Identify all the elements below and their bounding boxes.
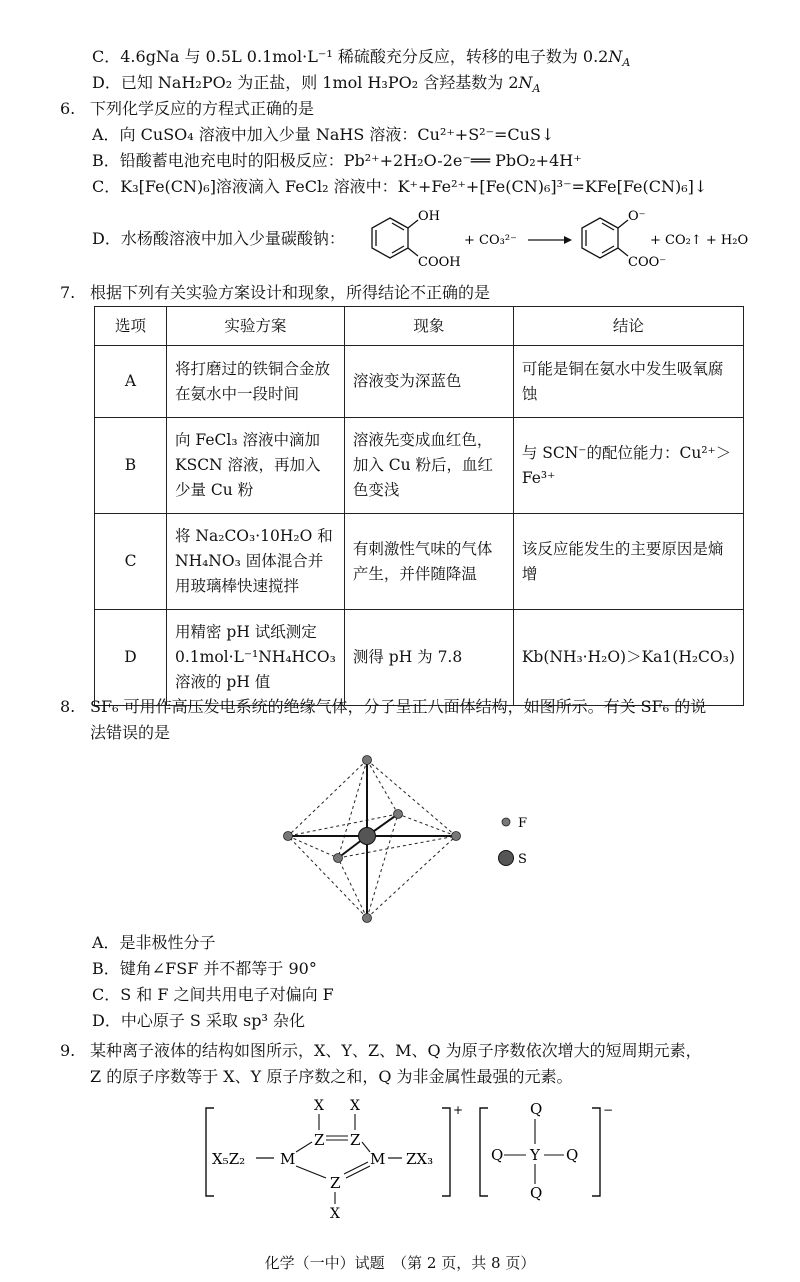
benzene-ring-reactant	[372, 218, 418, 258]
q9-stem-line1: 9. 某种离子液体的结构如图所示，X、Y、Z、M、Q 为原子序数依次增大的短周期元素，	[60, 1041, 702, 1060]
f-atom	[394, 810, 403, 819]
q9-stem-line2: Z 的原子序数等于 X、Y 原子序数之和，Q 为非金属性最强的元素。	[90, 1067, 573, 1086]
f-atom	[334, 854, 343, 863]
row-conclusion: Kb(NH₃·H₂O)＞Ka1(H₂CO₃)	[513, 610, 743, 706]
table-row	[95, 610, 744, 706]
row-conclusion: 与 SCN⁻的配位能力：Cu²⁺＞Fe³⁺	[513, 418, 743, 514]
q8-option-a: A．是非极性分子	[92, 933, 216, 952]
x-atom: X	[314, 1098, 324, 1114]
legend-s-marker	[499, 851, 514, 866]
cooh-group: COOH	[418, 255, 461, 270]
z-atom-bottom: Z	[330, 1174, 341, 1192]
y-atom: Y	[530, 1146, 540, 1164]
q6-stem: 6. 下列化学反应的方程式正确的是	[60, 99, 315, 118]
table-row	[95, 346, 744, 418]
m-atom-left: M	[280, 1150, 296, 1168]
q8-option-b: B．键角∠FSF 并不都等于 90°	[92, 959, 317, 978]
q6-option-d: D．水杨酸溶液中加入少量碳酸钠：	[92, 229, 345, 248]
q-atom-top: Q	[530, 1100, 543, 1118]
q7-stem: 7. 根据下列有关实验方案设计和现象，所得结论不正确的是	[60, 283, 491, 302]
row-phenomenon: 溶液先变成血红色，加入 Cu 粉后，血红色变浅	[344, 418, 513, 514]
z-atom-top-left: Z	[314, 1131, 325, 1149]
cation-charge: +	[453, 1103, 464, 1117]
legend-s-label: S	[518, 852, 527, 867]
avogadro-symbol: $N_A$	[518, 73, 541, 96]
q-atom-left: Q	[491, 1146, 504, 1164]
q8-stem-line2: 法错误的是	[90, 723, 171, 742]
phenoxide-group: O⁻	[628, 209, 646, 224]
q8-option-c: C．S 和 F 之间共用电子对偏向 F	[92, 985, 334, 1004]
right-group: ZX₃	[406, 1150, 434, 1168]
table-row	[95, 418, 744, 514]
row-option: A	[95, 346, 167, 418]
carboxylate-group: COO⁻	[628, 255, 667, 270]
f-atom	[452, 832, 461, 841]
header-conclusion: 结论	[513, 307, 743, 346]
row-plan: 用精密 pH 试纸测定 0.1mol·L⁻¹NH₄HCO₃ 溶液的 pH 值	[167, 610, 345, 706]
q6-option-c: C．K₃[Fe(CN)₆]溶液滴入 FeCl₂ 溶液中：K⁺+Fe²⁺+[Fe(CN)₆]³⁻=KFe[Fe(CN)₆]↓	[92, 177, 708, 196]
q5-option-d: D．已知 NaH₂PO₂ 为正盐，则 1mol H₃PO₂ 含羟基数为 $2N_A$	[92, 73, 541, 96]
legend-f-label: F	[518, 816, 528, 831]
q-atom-right: Q	[566, 1146, 579, 1164]
table-row	[95, 514, 744, 610]
products-term: + CO₂↑ + H₂O	[650, 233, 749, 248]
row-conclusion: 可能是铜在氨水中发生吸氧腐蚀	[513, 346, 743, 418]
oh-group: OH	[418, 209, 440, 224]
row-option: C	[95, 514, 167, 610]
q8-option-d: D．中心原子 S 采取 sp³ 杂化	[92, 1011, 306, 1030]
row-option: B	[95, 418, 167, 514]
ionic-liquid-structure	[200, 1092, 620, 1222]
row-phenomenon: 溶液变为深蓝色	[344, 346, 513, 418]
arrow-head-icon	[564, 236, 572, 244]
f-atom	[284, 832, 293, 841]
row-plan: 将打磨过的铁铜合金放在氨水中一段时间	[167, 346, 345, 418]
left-group: X₅Z₂	[212, 1150, 246, 1168]
f-atom	[363, 756, 372, 765]
row-phenomenon: 测得 pH 为 7.8	[344, 610, 513, 706]
row-phenomenon: 有刺激性气味的气体产生，并伴随降温	[344, 514, 513, 610]
avogadro-symbol: $N_A$	[608, 47, 631, 70]
page-footer: 化学（一中）试题 （第 2 页，共 8 页）	[264, 1254, 536, 1272]
header-plan: 实验方案	[167, 307, 345, 346]
x-atom: X	[350, 1098, 360, 1114]
header-phenomenon: 现象	[344, 307, 513, 346]
legend-f-marker	[502, 818, 510, 826]
sf6-octahedron-diagram	[270, 750, 560, 930]
x-atom: X	[330, 1206, 340, 1222]
carbonate-term: + CO₃²⁻	[464, 233, 517, 248]
q5-option-c: C．4.6gNa 与 0.5L 0.1mol·L⁻¹ 稀硫酸充分反应，转移的电子数为 $0.2N_A$	[92, 47, 631, 70]
header-option: 选项	[95, 307, 167, 346]
q8-stem-line1: 8. SF₆ 可用作高压发电系统的绝缘气体，分子呈正八面体结构，如图所示。有关 SF₆ 的说	[60, 697, 707, 716]
salicylic-acid-equation	[360, 200, 750, 274]
s-atom	[359, 828, 376, 845]
q-atom-bottom: Q	[530, 1184, 543, 1202]
q6-option-a: A．向 CuSO₄ 溶液中加入少量 NaHS 溶液：Cu²⁺+S²⁻=CuS↓	[92, 125, 555, 144]
f-atom	[363, 914, 372, 923]
row-conclusion: 该反应能发生的主要原因是熵增	[513, 514, 743, 610]
m-atom-right: M	[370, 1150, 386, 1168]
experiment-table	[94, 306, 744, 706]
row-option: D	[95, 610, 167, 706]
q6-option-b: B．铅酸蓄电池充电时的阳极反应：Pb²⁺+2H₂O-2e⁻══ PbO₂+4H⁺	[92, 151, 582, 170]
row-plan: 将 Na₂CO₃·10H₂O 和 NH₄NO₃ 固体混合并用玻璃棒快速搅拌	[167, 514, 345, 610]
row-plan: 向 FeCl₃ 溶液中滴加 KSCN 溶液，再加入少量 Cu 粉	[167, 418, 345, 514]
table-header-row	[95, 307, 744, 346]
benzene-ring-product	[582, 218, 628, 258]
z-atom-top-right: Z	[350, 1131, 361, 1149]
anion-charge: −	[603, 1103, 614, 1117]
